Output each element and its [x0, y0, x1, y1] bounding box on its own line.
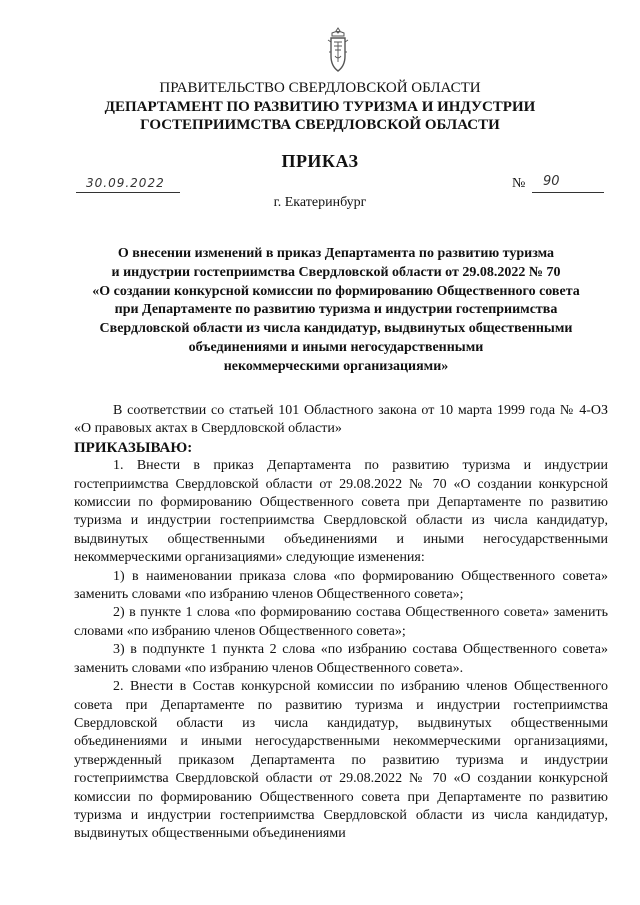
paragraph-item-1-2: 2) в пункте 1 слова «по формированию состава Общественного совета» заменить словами «по избранию членов Общественного совета»; [74, 605, 608, 639]
subject-line: «О создании конкурсной комиссии по формированию Общественного совета [92, 283, 580, 299]
subject-line: О внесении изменений в приказ Департамента по развитию туризма [117, 246, 555, 261]
government-name: ПРАВИТЕЛЬСТВО СВЕРДЛОВСКОЙ ОБЛАСТИ [159, 80, 481, 96]
department-name-line: ГОСТЕПРИИМСТВА СВЕРДЛОВСКОЙ ОБЛАСТИ [140, 117, 500, 133]
subject-line: Свердловской области из числа кандидатур, выдвинутых общественными [99, 321, 573, 337]
paragraph-item-1-3: 3) в подпункте 1 пункта 2 слова «по избранию состава Общественного совета» заменить словами «по избранию членов Общественного совета». [74, 642, 608, 676]
paragraph-item-1: 1. Внести в приказ Департамента по развитию туризма и индустрии гостеприимства Свердловской области от 29.08.2022 № 70 «О создании конкурсной комиссии по формированию Общественного совета при Департаменте по развитию туризма и индустрии гостеприимства Свердловской области из числа кандидатур, выдвинутых общественными объединениями и иными негосударственными некоммерческими организациями» следующие изменения: [74, 458, 608, 566]
paragraph-item-1-1: 1) в наименовании приказа слова «по формированию Общественного совета» заменить словами «по избранию членов Общественного совета»; [74, 568, 608, 603]
order-number-label: № [512, 176, 526, 191]
coat-of-arms-icon [325, 26, 351, 76]
date-underline [76, 192, 180, 193]
order-number: 90 [543, 174, 560, 189]
preamble: В соответствии со статьей 101 Областного закона от 10 марта 1999 года № 4-ОЗ «О правовых актах в Свердловской области» [74, 403, 608, 437]
order-command: ПРИКАЗЫВАЮ: [74, 439, 193, 456]
paragraph-item-2: 2. Внести в Состав конкурсной комиссии по избранию членов Общественного совета при Департаменте по развитию туризма и индустрии гостеприимства Свердловской области из числа кандидатур, выдвинутых общественными объединениями и иными негосударственными некоммерческими организациями, утвержденный приказом Департамента по развитию туризма и индустрии гостеприимства Свердловской области от 29.08.2022 № 70 «О создании конкурсной комиссии по формированию Общественного совета при Департаменте по развитию туризма и индустрии гостеприимства Свердловской области из числа кандидатур, выдвинутых общественными объединениями [74, 679, 608, 842]
subject-line: объединениями и иными негосударственными [188, 339, 484, 355]
department-name [0, 98, 640, 134]
order-date: 30.09.2022 [86, 176, 165, 190]
subject-line: и индустрии гостеприимства Свердловской области от 29.08.2022 № 70 [111, 264, 561, 280]
order-subject [66, 245, 606, 377]
number-underline [532, 192, 604, 193]
subject-line: при Департаменте по развитию туризма и индустрии гостеприимства [114, 302, 558, 318]
department-name-line: ДЕПАРТАМЕНТ ПО РАЗВИТИЮ ТУРИЗМА И ИНДУСТРИИ [104, 99, 536, 115]
city: г. Екатеринбург [273, 195, 367, 210]
subject-line: некоммерческими организациями» [223, 358, 449, 374]
order-body [74, 402, 608, 844]
order-title: ПРИКАЗ [281, 151, 359, 171]
